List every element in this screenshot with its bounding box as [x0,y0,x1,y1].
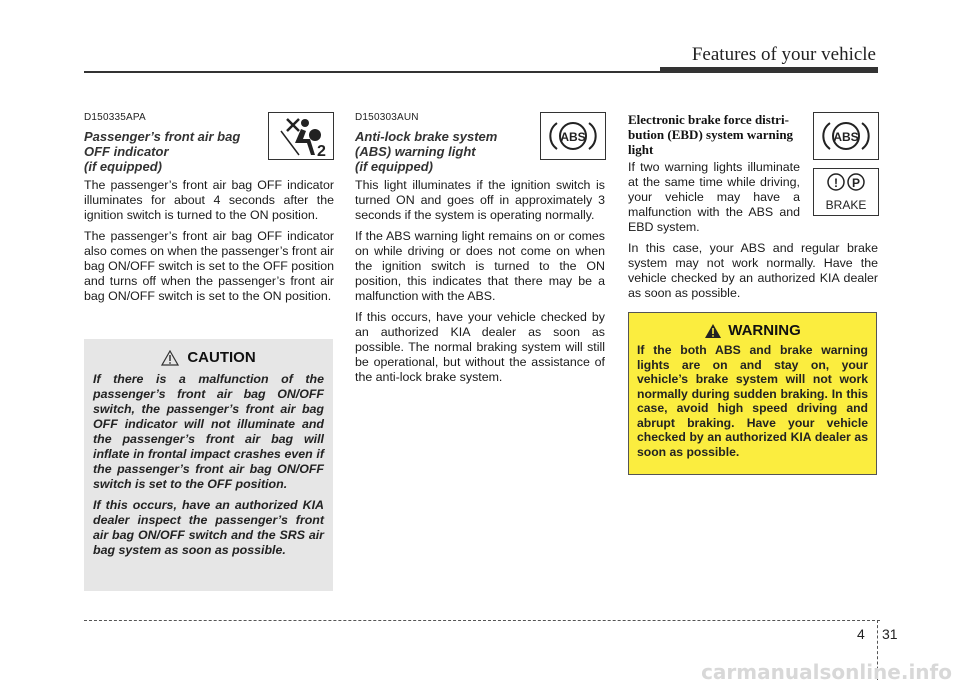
passenger-airbag-off-indicator [268,112,334,160]
caution-paragraph: If there is a malfunction of the passenger’s front air bag ON/OFF switch, the passenger’s front air bag OFF indicator will not illuminate and the passenger’s front air bag will inflate in frontal impact crashes even if the passenger’s front air bag ON/OFF switch is set to the OFF position. [93,372,324,491]
ebd-abs-indicator [813,112,879,160]
heading-line: light [628,142,654,157]
warning-title-text: WARNING [728,322,801,339]
body-paragraph: If two warning lights illuminate at the same time while driving, your vehicle may have a malfunction with the ABS and EBD system. [628,160,800,234]
brake-indicator [813,168,879,216]
abs-warning-icon [818,115,874,157]
abs-label: ABS [560,130,586,144]
heading-line: Anti-lock brake system [355,129,498,144]
heading-line: OFF indicator [84,144,169,159]
brake-symbol-parking: P [851,176,861,190]
section-number: 4 [857,626,865,642]
abs-indicator [540,112,606,160]
header-rule [84,71,660,73]
heading-line: (if equipped) [355,159,433,174]
footer-rule [84,620,880,621]
warning-text: If the both ABS and brake warning lights are on and stay on, your vehicle’s brake system will not work normally during sudden braking. In this case, avoid high speed driving and abrupt braking. Have your vehicle checked by an authorized KIA dealer as soon as possible. [637,343,868,459]
body-paragraph: The passenger’s front air bag OFF indicator also comes on when the passenger’s front air bag ON/OFF switch is set to the OFF position and turns off when the passenger’s front air bag ON/OFF switch is set to the ON position. [84,229,334,303]
body-paragraph: In this case, your ABS and regular brake system may not work normally. Have the vehicle checked by an authorized KIA dealer as soon as possible. [628,241,878,300]
body-paragraph: If the ABS warning light remains on or comes on while driving or does not come on when the ignition switch is turned to the ON position, this indicates that there may be a malfunction with the ABS. [355,229,605,303]
passenger-airbag-off-icon [273,115,329,157]
heading-line: bution (EBD) system warning [628,127,794,142]
indicator-number: 2 [317,143,326,157]
warning-triangle-icon [704,323,722,339]
section-code: D150303AUN [355,112,419,123]
brake-symbol-exclaim: ! [834,176,838,190]
heading-line: (if equipped) [84,159,162,174]
brake-label: BRAKE [825,198,867,212]
watermark: carmanualsonline.info [701,660,952,684]
caution-box [84,339,333,591]
heading-line: Electronic brake force distri- [628,112,789,127]
warning-title [637,322,868,339]
abs-warning-icon [545,115,601,157]
caution-paragraph: If this occurs, have an authorized KIA dealer inspect the passenger’s front air bag ON/OFF switch and the SRS air bag system as soon as possible. [93,498,324,557]
caution-title-text: CAUTION [187,349,256,366]
caution-title [93,349,324,366]
brake-warning-icon [818,170,874,214]
heading-line: (ABS) warning light [355,144,476,159]
caution-triangle-icon [161,350,179,366]
page-header-title: Features of your vehicle [691,44,876,65]
heading-line: Passenger’s front air bag [84,129,241,144]
body-paragraph: This light illuminates if the ignition switch is turned ON and goes off in approximately 3 seconds if the system is operating normally. [355,178,605,222]
body-paragraph: If this occurs, have your vehicle checked by an authorized KIA dealer as soon as possible. The normal braking system will still be operational, but without the assistance of the anti-lock brake system. [355,310,605,384]
page-number: 31 [882,626,898,642]
section-code: D150335APA [84,112,146,123]
abs-label: ABS [833,130,859,144]
header-bar [660,67,878,73]
body-paragraph: The passenger’s front air bag OFF indicator illuminates for about 4 seconds after the ignition switch is turned to the ON position. [84,178,334,222]
warning-box [628,312,877,475]
